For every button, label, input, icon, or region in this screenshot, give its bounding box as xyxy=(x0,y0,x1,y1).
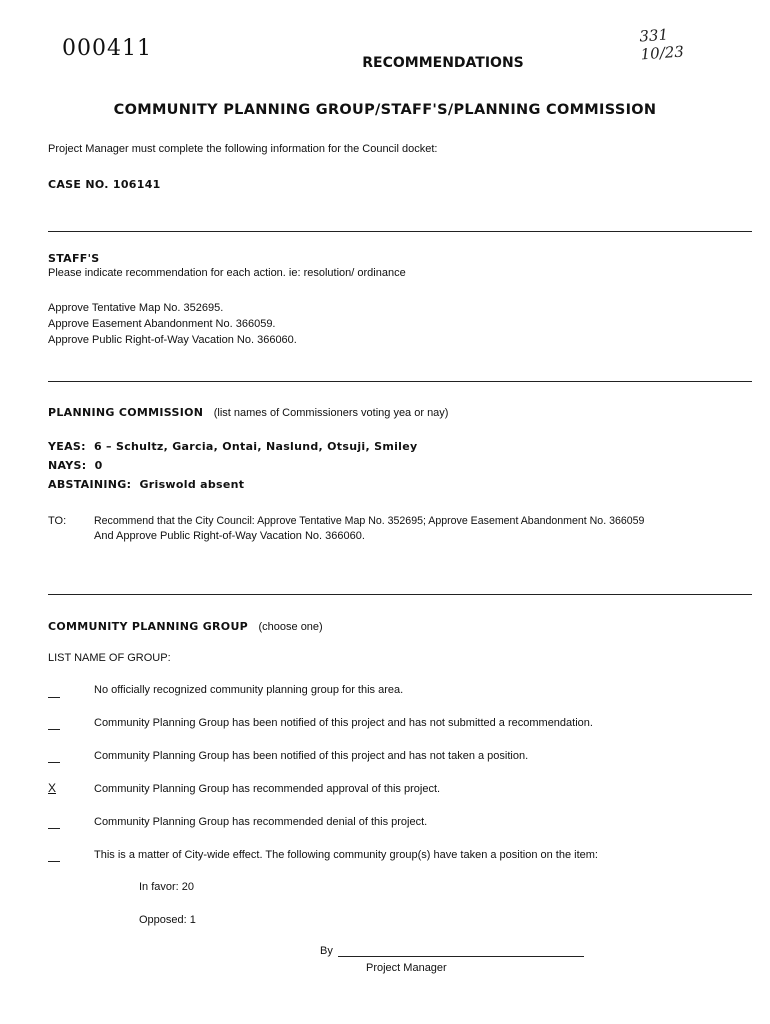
nays-value: 0 xyxy=(94,459,103,472)
option-text: Community Planning Group has been notified of this project and has not submitted a recommendation. xyxy=(94,717,593,729)
yeas-label: YEAS: xyxy=(48,440,86,453)
community-group-heading: COMMUNITY PLANNING GROUP xyxy=(48,620,249,633)
divider xyxy=(48,231,752,232)
option-checkbox-blank[interactable] xyxy=(48,697,60,698)
to-text-line: Recommend that the City Council: Approve Tentative Map No. 352695; Approve Easement Abandonment No. 366059 xyxy=(94,515,645,527)
staff-heading: STAFF'S xyxy=(48,252,100,265)
handwritten-note-line: 10/23 xyxy=(640,42,685,64)
staff-item: Approve Public Right-of-Way Vacation No. 366060. xyxy=(48,334,297,346)
nays-label: NAYS: xyxy=(48,459,87,472)
document-stamp-number: 000411 xyxy=(62,36,152,61)
option-checkbox-checked[interactable] xyxy=(48,781,56,795)
option-text: Community Planning Group has been notified of this project and has not taken a position. xyxy=(94,750,529,762)
option-mark: X xyxy=(48,781,57,795)
to-label: TO: xyxy=(48,515,67,527)
abstaining-label: ABSTAINING: xyxy=(48,478,132,491)
to-text-line: And Approve Public Right-of-Way Vacation No. 366060. xyxy=(94,530,365,542)
in-favor-count: In favor: 20 xyxy=(139,881,195,893)
abstaining-row xyxy=(48,478,244,491)
option-text: This is a matter of City-wide effect. The following community group(s) have taken a position on the item: xyxy=(94,849,598,861)
yeas-value: 6 – Schultz, Garcia, Ontai, Naslund, Otsuji, Smiley xyxy=(93,440,418,453)
list-name-label: LIST NAME OF GROUP: xyxy=(48,652,171,664)
yeas-row xyxy=(48,440,417,453)
planning-commission-heading: PLANNING COMMISSION xyxy=(48,406,204,419)
community-group-note: (choose one) xyxy=(258,621,323,633)
divider xyxy=(48,594,752,595)
option-checkbox-blank[interactable] xyxy=(48,729,60,730)
signature-by-label: By xyxy=(320,945,333,957)
page-subheading: COMMUNITY PLANNING GROUP/STAFF'S/PLANNING COMMISSION xyxy=(113,102,657,118)
opposed-count: Opposed: 1 xyxy=(139,914,196,926)
option-checkbox-blank[interactable] xyxy=(48,861,60,862)
option-text: Community Planning Group has recommended denial of this project. xyxy=(94,816,428,828)
option-checkbox-blank[interactable] xyxy=(48,828,60,829)
community-group-header xyxy=(48,617,323,635)
planning-commission-header xyxy=(48,403,448,421)
nays-row xyxy=(48,459,103,472)
handwritten-note-line: 331 xyxy=(638,25,669,46)
staff-item: Approve Tentative Map No. 352695. xyxy=(48,302,224,314)
option-text: Community Planning Group has recommended approval of this project. xyxy=(94,783,441,795)
staff-item: Approve Easement Abandonment No. 366059. xyxy=(48,318,276,330)
signature-role: Project Manager xyxy=(366,962,447,974)
divider xyxy=(48,381,752,382)
intro-text: Project Manager must complete the following information for the Council docket: xyxy=(48,143,438,155)
signature-line[interactable] xyxy=(338,956,584,957)
page-heading: RECOMMENDATIONS xyxy=(362,55,524,71)
staff-instruction: Please indicate recommendation for each action. ie: resolution/ ordinance xyxy=(48,267,406,279)
planning-commission-note: (list names of Commissioners voting yea or nay) xyxy=(213,407,449,419)
option-checkbox-blank[interactable] xyxy=(48,762,60,763)
abstaining-value: Griswold absent xyxy=(139,478,245,491)
case-number: CASE NO. 106141 xyxy=(48,178,161,191)
option-text: No officially recognized community planning group for this area. xyxy=(94,684,404,696)
